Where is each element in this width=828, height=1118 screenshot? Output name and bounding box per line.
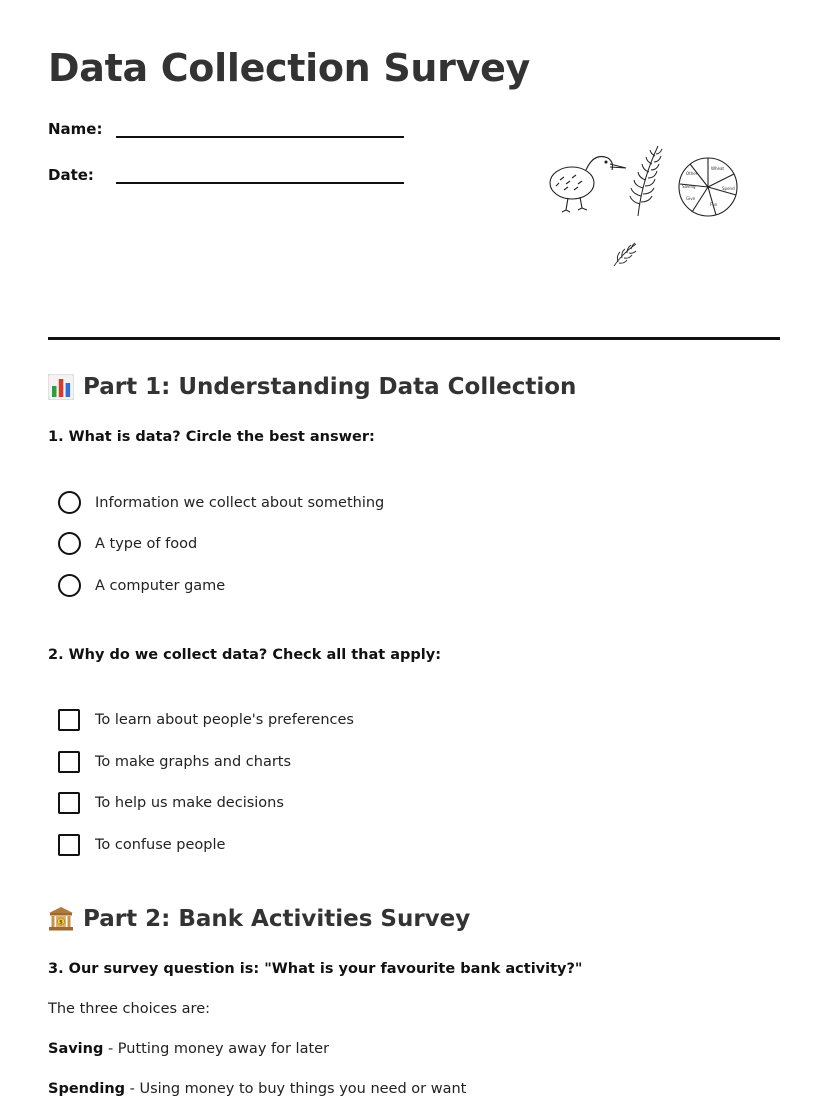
pie-chart-icon xyxy=(679,158,737,216)
svg-text:Fun: Fun xyxy=(710,202,718,207)
checkbox[interactable] xyxy=(58,751,80,773)
radio-circle[interactable] xyxy=(58,491,81,514)
q2-option-1[interactable] xyxy=(58,709,354,731)
choice-spending xyxy=(48,1081,466,1097)
name-label: Name: xyxy=(48,120,103,138)
svg-text:$: $ xyxy=(59,919,63,926)
decorative-illustration xyxy=(540,140,750,275)
choice-term: Saving xyxy=(48,1041,104,1057)
q2-option-4[interactable] xyxy=(58,834,225,856)
option-label: To make graphs and charts xyxy=(95,754,292,770)
svg-text:Saving: Saving xyxy=(682,184,696,189)
name-input-line[interactable] xyxy=(116,116,404,138)
part2-heading xyxy=(48,906,470,932)
kiwi-bird-icon xyxy=(550,157,626,213)
q2-option-3[interactable] xyxy=(58,792,284,814)
q1-option-3[interactable] xyxy=(58,574,225,597)
option-label: To confuse people xyxy=(95,837,226,853)
choice-saving xyxy=(48,1041,329,1057)
svg-text:Spend: Spend xyxy=(722,186,735,191)
choices-intro: The three choices are: xyxy=(48,1001,210,1017)
option-label: Information we collect about something xyxy=(95,494,385,511)
part1-heading xyxy=(48,374,576,400)
part1-heading-text: Part 1: Understanding Data Collection xyxy=(83,374,577,400)
question-2: 2. Why do we collect data? Check all that apply: xyxy=(48,647,442,663)
page-title: Data Collection Survey xyxy=(48,46,531,90)
option-label: To help us make decisions xyxy=(95,795,284,811)
option-label: A computer game xyxy=(95,577,226,594)
choice-desc: - Putting money away for later xyxy=(103,1041,330,1057)
svg-text:Other: Other xyxy=(686,171,698,176)
name-field-row xyxy=(48,116,404,138)
section-divider xyxy=(48,337,780,340)
q1-option-2[interactable] xyxy=(58,532,197,555)
checkbox[interactable] xyxy=(58,792,80,814)
bank-icon xyxy=(48,906,74,932)
radio-circle[interactable] xyxy=(58,532,81,555)
question-3: 3. Our survey question is: "What is your favourite bank activity?" xyxy=(48,961,583,977)
date-label: Date: xyxy=(48,166,94,184)
choice-term: Spending xyxy=(48,1081,126,1097)
question-1: 1. What is data? Circle the best answer: xyxy=(48,429,375,445)
checkbox[interactable] xyxy=(58,834,80,856)
radio-circle[interactable] xyxy=(58,574,81,597)
checkbox[interactable] xyxy=(58,709,80,731)
part2-heading-text: Part 2: Bank Activities Survey xyxy=(83,906,471,932)
date-input-line[interactable] xyxy=(116,162,404,184)
svg-text:Wheat: Wheat xyxy=(711,166,724,171)
option-label: A type of food xyxy=(95,535,198,552)
q1-option-1[interactable] xyxy=(58,491,384,514)
option-label: To learn about people's preferences xyxy=(95,712,354,728)
q2-option-2[interactable] xyxy=(58,751,291,773)
fern-icon xyxy=(630,146,662,216)
small-leaf-icon xyxy=(614,243,636,266)
date-field-row xyxy=(48,162,404,184)
bar-chart-icon xyxy=(48,374,74,400)
svg-text:Give: Give xyxy=(686,196,696,201)
choice-desc: - Using money to buy things you need or want xyxy=(125,1081,467,1097)
